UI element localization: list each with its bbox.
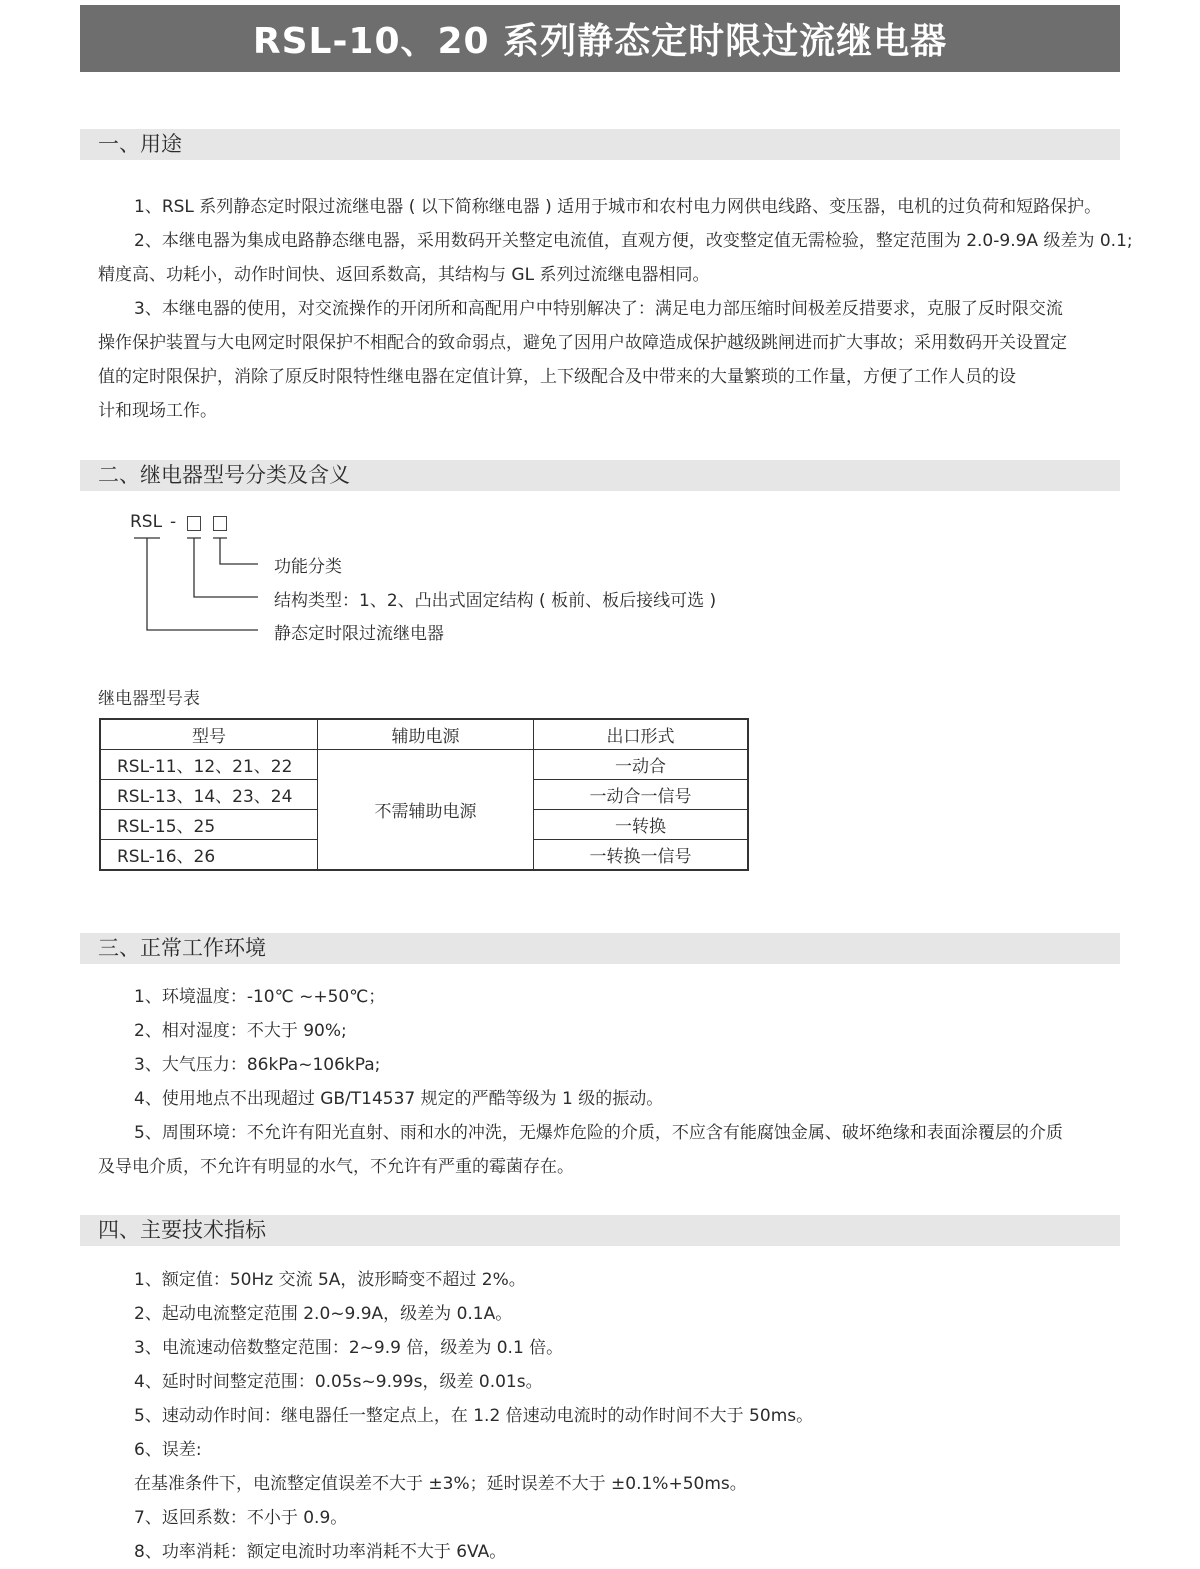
model-prefix: RSL	[130, 512, 163, 532]
usage-paragraphs	[98, 190, 1133, 428]
section-heading-environment: 三、正常工作环境	[80, 933, 1120, 964]
list-item: 6、误差:	[134, 1440, 202, 1460]
section-heading-usage: 一、用途	[80, 129, 1120, 160]
code-digit-box-2	[213, 516, 227, 531]
leader-line-structure	[187, 538, 258, 597]
output-cell: 一转换一信号	[534, 840, 749, 871]
model-cell: RSL-16、26	[100, 840, 318, 871]
list-item: 8、功率消耗：额定电流时功率消耗不大于 6VA。	[134, 1542, 507, 1562]
list-item: 5、周围环境：不允许有阳光直射、雨和水的冲洗，无爆炸危险的介质，不应含有能腐蚀金属、破坏绝缘和表面涂覆层的介质	[134, 1123, 1063, 1143]
leader-line-function	[213, 538, 258, 564]
code-digit-box-1	[187, 516, 201, 531]
col-header-model: 型号	[100, 719, 318, 750]
list-item: 1、额定值：50Hz 交流 5A，波形畸变不超过 2%。	[134, 1270, 526, 1290]
list-item: 5、速动动作时间：继电器任一整定点上，在 1.2 倍速动电流时的动作时间不大于 50ms。	[134, 1406, 814, 1426]
list-item: 3、电流速动倍数整定范围：2~9.9 倍，级差为 0.1 倍。	[134, 1338, 564, 1358]
page-title: RSL-10、20 系列静态定时限过流继电器	[80, 5, 1120, 72]
usage-line-5: 操作保护装置与大电网定时限保护不相配合的致命弱点，避免了因用户故障造成保护越级跳闸进而扩大事故；采用数码开关设置定	[98, 333, 1067, 353]
output-cell: 一动合一信号	[534, 780, 749, 810]
aux-power-cell: 不需辅助电源	[318, 750, 534, 871]
model-cell: RSL-15、25	[100, 810, 318, 840]
output-cell: 一动合	[534, 750, 749, 780]
leader-line-series	[134, 538, 258, 630]
table-header-row	[100, 719, 748, 750]
table-caption: 继电器型号表	[98, 689, 200, 709]
usage-line-4: 3、本继电器的使用，对交流操作的开闭所和高配用户中特别解决了：满足电力部压缩时间极差反措要求，克服了反时限交流	[134, 299, 1063, 319]
list-item-continuation: 及导电介质，不允许有明显的水气，不允许有严重的霉菌存在。	[98, 1157, 574, 1177]
usage-line-2: 2、本继电器为集成电路静态继电器，采用数码开关整定电流值，直观方便，改变整定值无需检验，整定范围为 2.0-9.9A 级差为 0.1;	[134, 231, 1133, 251]
usage-line-1: 1、RSL 系列静态定时限过流继电器 ( 以下简称继电器 ) 适用于城市和农村电力网供电线路、变压器，电机的过负荷和短路保护。	[134, 197, 1102, 217]
relay-model-table	[99, 718, 749, 871]
model-cell: RSL-11、12、21、22	[100, 750, 318, 780]
list-item: 4、延时时间整定范围：0.05s~9.99s，级差 0.01s。	[134, 1372, 543, 1392]
section-heading-model-classification: 二、继电器型号分类及含义	[80, 460, 1120, 491]
usage-line-3: 精度高、功耗小，动作时间快、返回系数高，其结构与 GL 系列过流继电器相同。	[98, 265, 710, 285]
specs-list	[98, 1263, 1122, 1569]
output-cell: 一转换	[534, 810, 749, 840]
label-function-class: 功能分类	[274, 557, 342, 577]
list-item: 在基准条件下，电流整定值误差不大于 ±3%；延时误差不大于 ±0.1%+50ms。	[134, 1474, 747, 1494]
table-row	[100, 750, 748, 780]
usage-line-7: 计和现场工作。	[98, 401, 217, 421]
environment-list	[98, 980, 1122, 1184]
label-relay-name: 静态定时限过流继电器	[274, 624, 444, 644]
list-item: 7、返回系数：不小于 0.9。	[134, 1508, 348, 1528]
col-header-aux-power: 辅助电源	[318, 719, 534, 750]
label-structure-type: 结构类型：1、2、凸出式固定结构 ( 板前、板后接线可选 )	[274, 591, 717, 611]
section-heading-specs: 四、主要技术指标	[80, 1215, 1120, 1246]
list-item: 2、起动电流整定范围 2.0~9.9A，级差为 0.1A。	[134, 1304, 513, 1324]
model-cell: RSL-13、14、23、24	[100, 780, 318, 810]
usage-line-6: 值的定时限保护，消除了原反时限特性继电器在定值计算，上下级配合及中带来的大量繁琐的工作量，方便了工作人员的设	[98, 367, 1016, 387]
list-item: 2、相对湿度：不大于 90%;	[134, 1021, 347, 1041]
col-header-output: 出口形式	[534, 719, 749, 750]
model-dash: -	[170, 512, 177, 532]
list-item: 4、使用地点不出现超过 GB/T14537 规定的严酷等级为 1 级的振动。	[134, 1089, 664, 1109]
list-item: 3、大气压力：86kPa~106kPa;	[134, 1055, 381, 1075]
list-item: 1、环境温度：-10℃ ~+50℃；	[134, 987, 386, 1007]
